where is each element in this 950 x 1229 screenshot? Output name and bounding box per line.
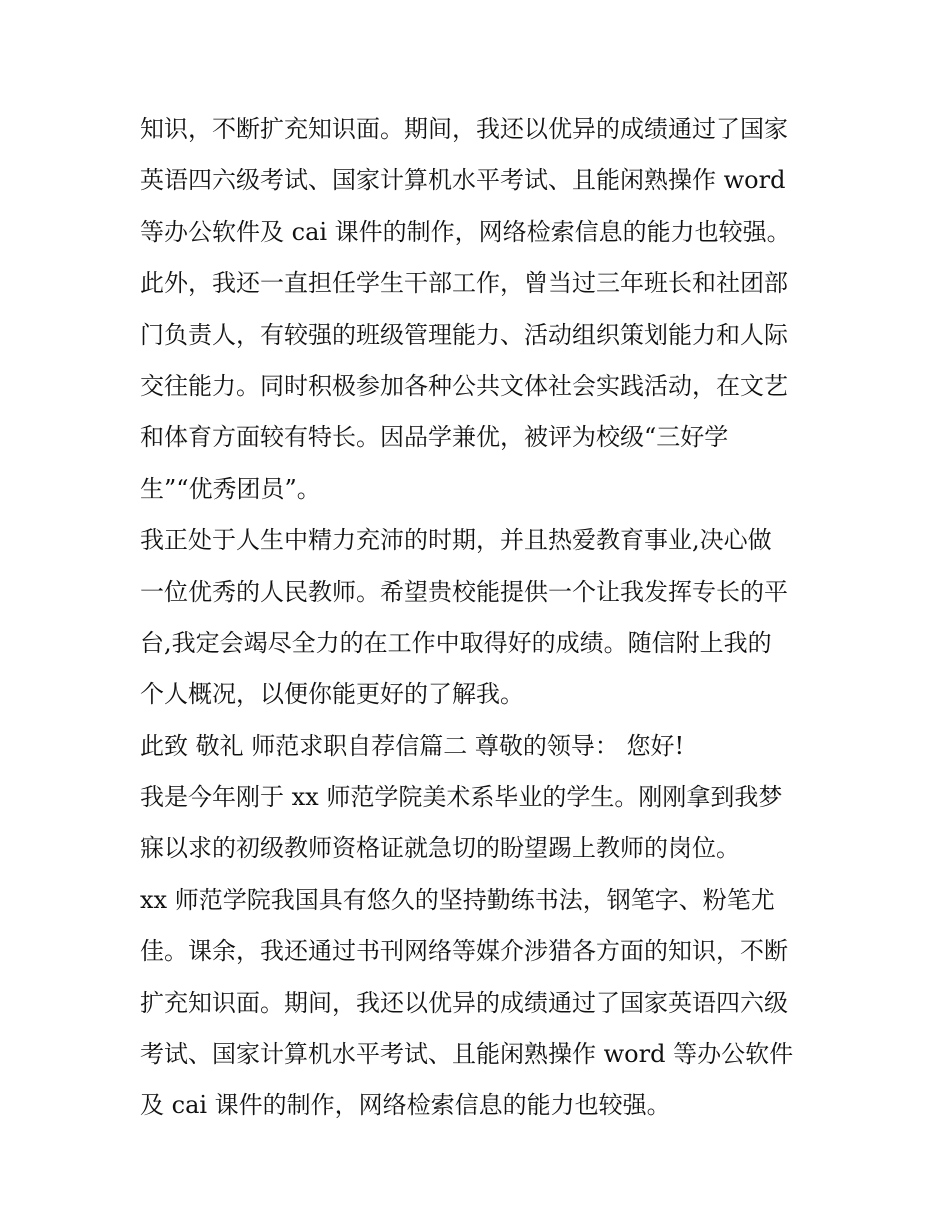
text-line: 及 cai 课件的制作，网络检索信息的能力也较强。 <box>140 1091 671 1120</box>
text-line: 知识，不断扩充知识面。期间，我还以优异的成绩通过了国家 <box>140 115 788 143</box>
text-line: xx 师范学院我国具有悠久的坚持勤练书法，钢笔字、粉笔尤 <box>140 885 775 914</box>
text-line: 此外，我还一直担任学生干部工作，曾当过三年班长和社团部 <box>140 269 788 298</box>
text-line: 等办公软件及 cai 课件的制作，网络检索信息的能力也较强。 <box>140 217 791 246</box>
text-line: 个人概况，以便你能更好的了解我。 <box>140 680 524 709</box>
text-line: 我是今年刚于 xx 师范学院美术系毕业的学生。刚刚拿到我梦 <box>140 783 783 812</box>
letter-body <box>140 104 820 1132</box>
text-line: 台,我定会竭尽全力的在工作中取得好的成绩。随信附上我的 <box>140 628 772 657</box>
text-line: 考试、国家计算机水平考试、且能闲熟操作 word 等办公软件 <box>140 1040 794 1069</box>
text-line: 佳。课余，我还通过书刊网络等媒介涉猎各方面的知识，不断 <box>140 937 788 966</box>
text-line: 交往能力。同时积极参加各种公共文体社会实践活动，在文艺 <box>140 371 788 400</box>
text-line: 一位优秀的人民教师。希望贵校能提供一个让我发挥专长的平 <box>140 577 788 606</box>
text-line: 生”“优秀团员”。 <box>140 474 321 503</box>
text-line: 此致 敬礼 师范求职自荐信篇二 尊敬的领导： 您好! <box>140 731 685 760</box>
text-line: 门负责人，有较强的班级管理能力、活动组织策划能力和人际 <box>140 320 788 349</box>
text-line: 我正处于人生中精力充沛的时期，并且热爱教育事业,决心做 <box>140 526 772 555</box>
text-line: 和体育方面较有特长。因品学兼优，被评为校级“三好学 <box>140 423 729 452</box>
text-line: 寐以求的初级教师资格证就急切的盼望踢上教师的岗位。 <box>140 834 740 863</box>
text-line: 英语四六级考试、国家计算机水平考试、且能闲熟操作 word <box>140 166 786 195</box>
text-line: 扩充知识面。期间，我还以优异的成绩通过了国家英语四六级 <box>140 988 788 1017</box>
